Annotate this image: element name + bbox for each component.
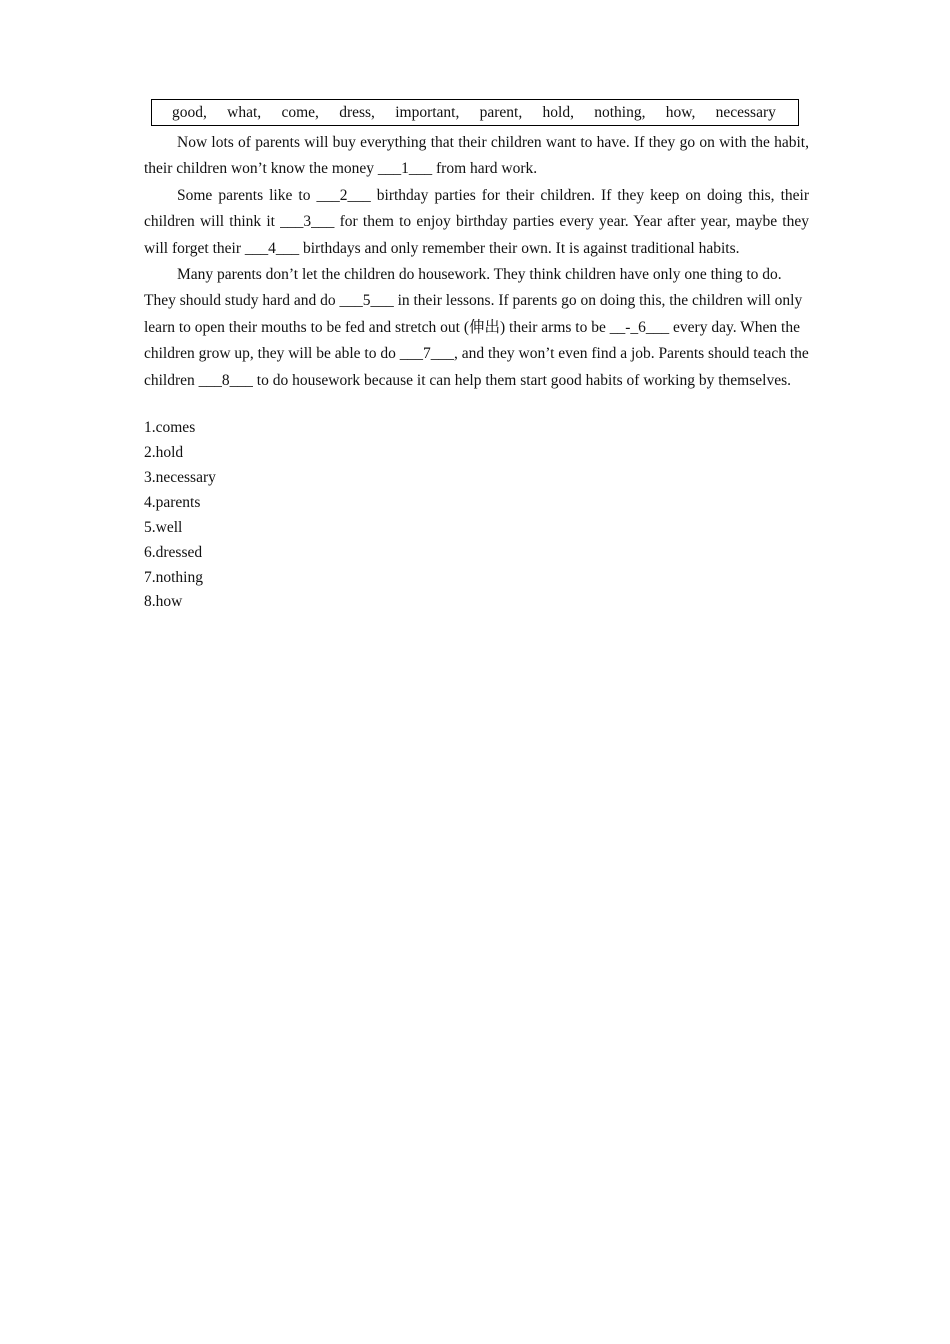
word-bank-item: parent, [479, 104, 523, 121]
document-page [144, 99, 809, 615]
word-bank-item: come, [281, 104, 319, 121]
paragraph-2: Some parents like to ___2___ birthday parties for their children. If they keep on doing this, their children will think it ___3___ for them to enjoy birthday parties every year. Year after year, maybe they will forget their ___4___ birthdays and only remember their own. It is against traditional habits. [144, 186, 809, 257]
answer-item: 4.parents [144, 493, 201, 511]
answer-list [144, 416, 809, 615]
word-bank-item: necessary [715, 104, 776, 121]
passage [144, 130, 809, 394]
word-bank-item: important, [395, 104, 460, 121]
answer-item: 1.comes [144, 419, 196, 437]
answer-item: 8.how [144, 593, 183, 611]
word-bank-item: hold, [542, 104, 574, 121]
answer-item: 7.nothing [144, 568, 203, 586]
answer-item: 6.dressed [144, 543, 203, 561]
word-bank-item: nothing, [594, 104, 646, 121]
answer-item: 2.hold [144, 443, 184, 461]
word-bank-item: how, [665, 104, 696, 121]
answer-item: 3.necessary [144, 468, 216, 486]
word-bank-item: good, [172, 104, 207, 121]
paragraph-1: Now lots of parents will buy everything that their children want to have. If they go on with the habit, their children won’t know the money ___1___ from hard work. [144, 134, 809, 178]
answer-item: 5.well [144, 518, 183, 536]
word-bank-box [151, 99, 799, 126]
paragraph-3: Many parents don’t let the children do housework. They think children have only one thing to do. They should study hard and do ___5___ in their lessons. If parents go on doing this, the children will only learn to open their mouths to be fed and stretch out (伸出) their arms to be __-_6___ every day. When the children grow up, they will be able to do ___7___, and they won’t even find a job. Parents should teach the children ___8___ to do housework because it can help them start good habits of working by themselves. [144, 266, 809, 389]
word-bank-item: dress, [339, 104, 375, 121]
word-bank-item: what, [227, 104, 262, 121]
